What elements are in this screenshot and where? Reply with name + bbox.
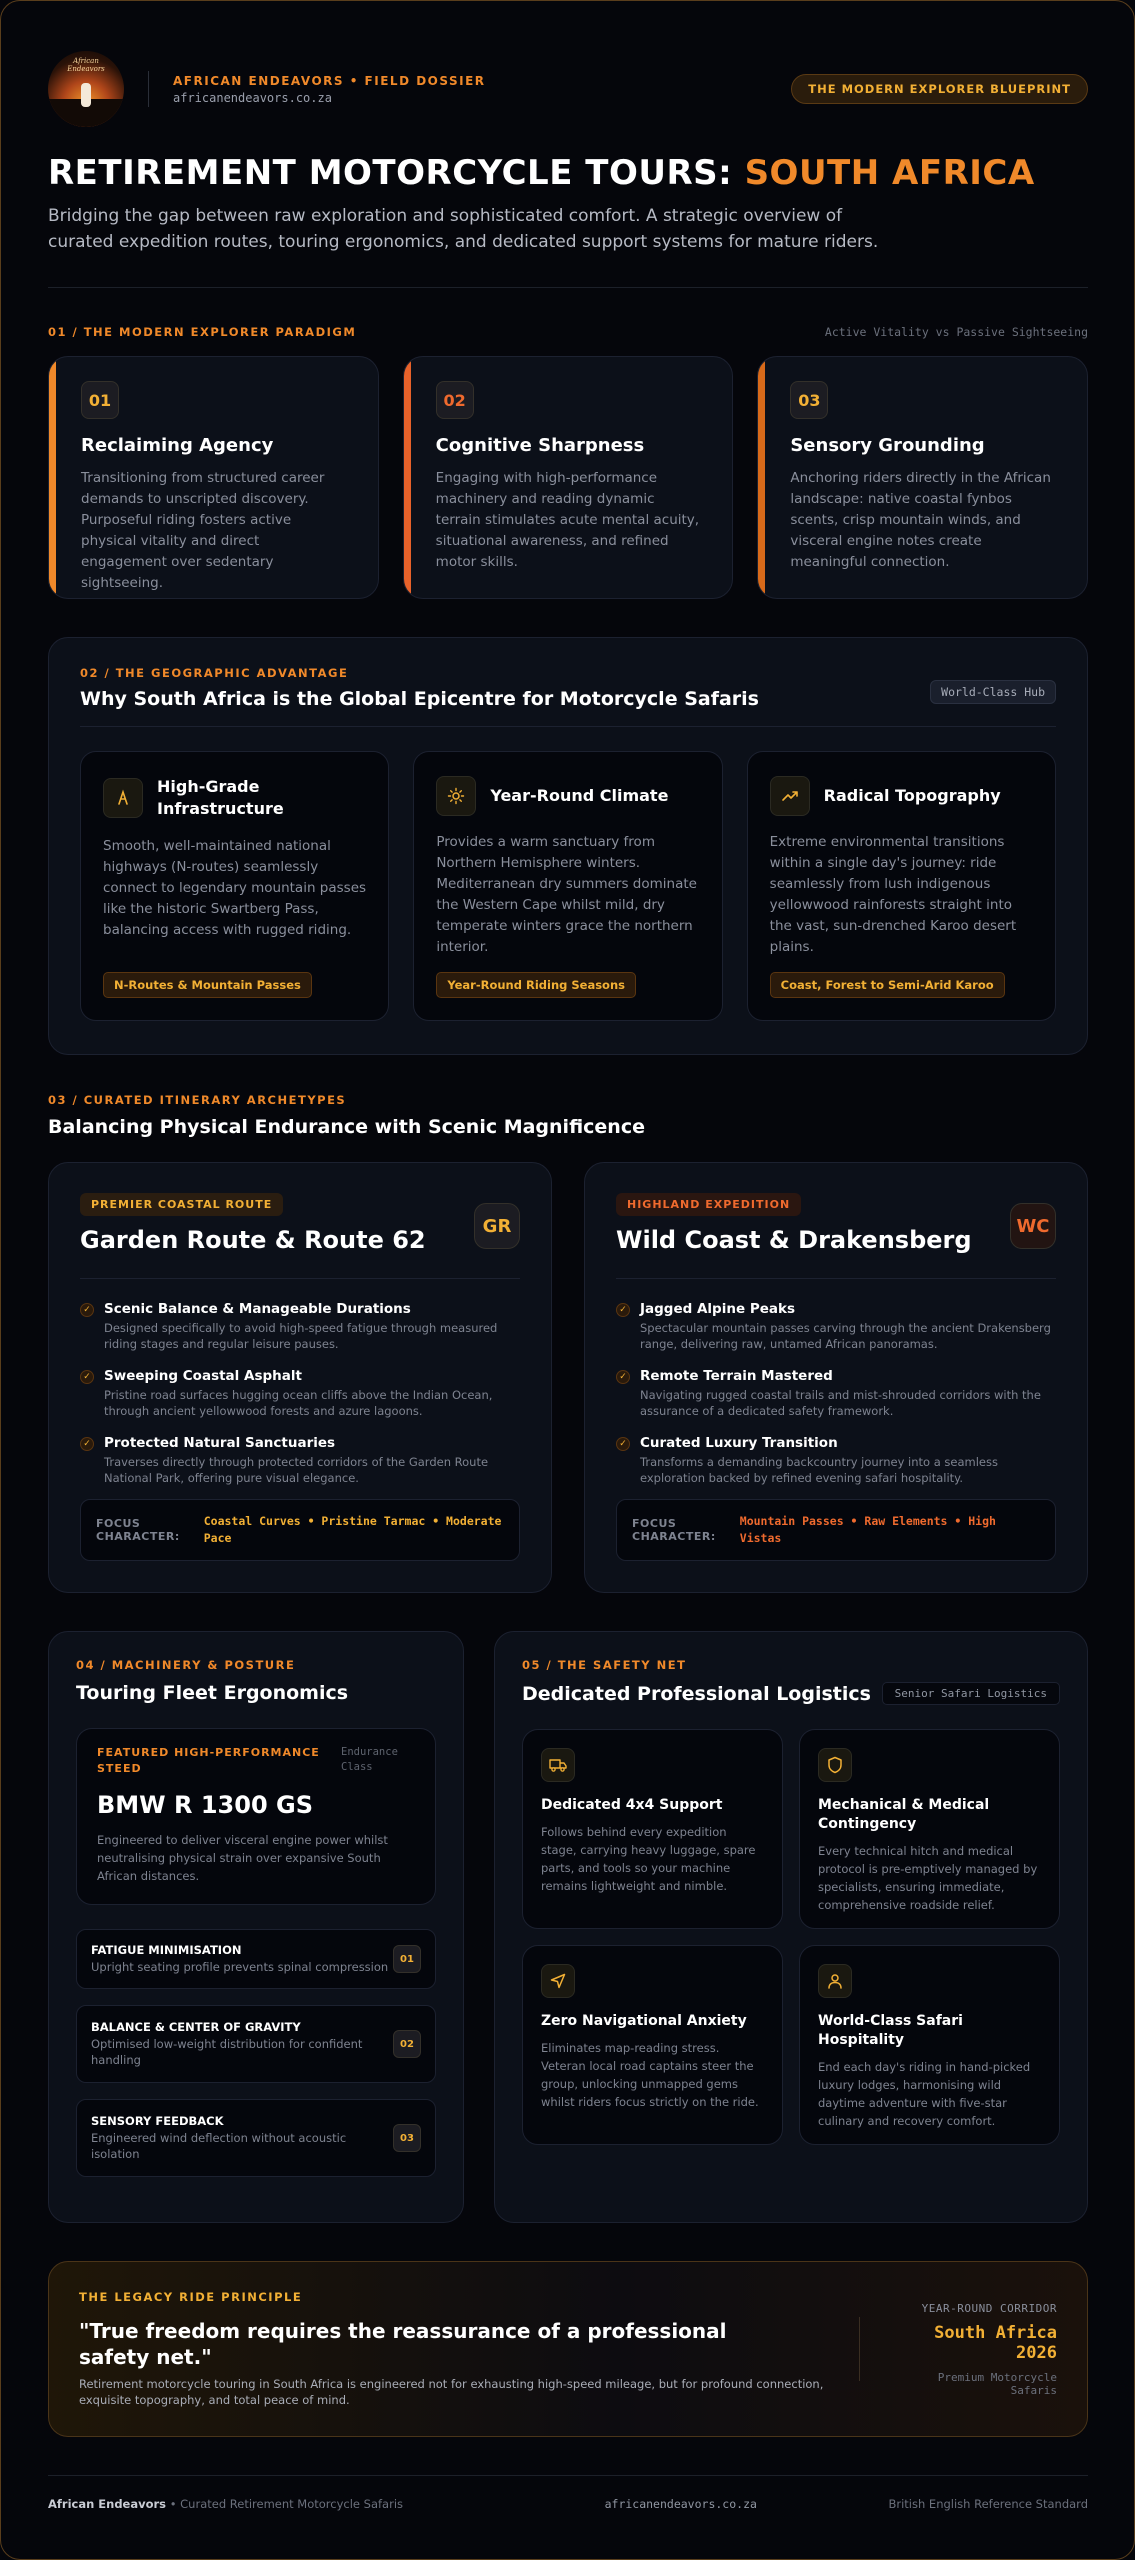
route-item [80,1301,520,1352]
section-title: Touring Fleet Ergonomics [76,1682,349,1704]
legacy-banner [48,2261,1088,2437]
paradigm-header [48,325,1088,339]
navigation-icon [541,1964,575,1998]
page-title: RETIREMENT MOTORCYCLE TOURS: SOUTH AFRICA [48,153,1035,193]
ergonomics-body: Upright seating profile prevents spinal compression [91,1960,389,1974]
paradigm-card [403,356,734,599]
featured-class: Endurance Class [341,1746,398,1773]
route-card [48,1162,552,1593]
check-icon: ✓ [80,1370,94,1384]
logistics-card [522,1729,783,1929]
section-label: 04 / MACHINERY & POSTURE [76,1658,296,1672]
route-item-title: Remote Terrain Mastered [640,1368,833,1384]
brand-label: AFRICAN ENDEAVORS • FIELD DOSSIER [173,73,486,88]
geo-card [413,751,722,1021]
header [48,49,1088,129]
section-side-note: Active Vitality vs Passive Sightseeing [824,325,1088,339]
sun-icon [436,776,476,816]
section-label: 01 / THE MODERN EXPLORER PARADIGM [48,325,357,339]
logistics-panel [494,1631,1088,2223]
check-icon: ✓ [616,1370,630,1384]
card-title: Reclaiming Agency [81,435,274,456]
card-number: 03 [790,381,828,419]
logistics-card-title: Dedicated 4x4 Support [541,1797,723,1813]
route-title: Garden Route & Route 62 [80,1226,426,1254]
logistics-card [799,1945,1060,2145]
ergonomics-row [76,2005,436,2083]
paradigm-cards [48,356,1088,599]
title-accent: SOUTH AFRICA [744,153,1035,193]
hero-subtitle: Bridging the gap between raw exploration and sophisticated comfort. A strategic overview of curated expedition routes, touring ergonomics, and dedicated support systems for mature riders. [48,206,879,252]
route-code: WC [1010,1203,1056,1249]
card-number: 01 [81,381,119,419]
logistics-card-body: Eliminates map-reading stress. Veteran local road captains steer the group, unlocking unmapped gems whilst riders focus strictly on the ride. [541,2041,759,2109]
section-title: Dedicated Professional Logistics [522,1682,871,1705]
blueprint-badge: THE MODERN EXPLORER BLUEPRINT [791,74,1088,104]
focus-value: Mountain Passes • Raw Elements • High Vistas [739,1514,996,1545]
geo-card-body: Smooth, well-maintained national highways (N-routes) seamlessly connect to legendary mountain passes like the historic Swartberg Pass, balancing access with rugged riding. [103,838,367,938]
route-item-body: Pristine road surfaces hugging ocean cliffs above the Indian Ocean, through ancient yellowwood forests and azure lagoons. [104,1388,493,1418]
paradigm-card [48,356,379,599]
itinerary-header [48,1093,1088,1138]
geo-card-tag: Coast, Forest to Semi-Arid Karoo [770,972,1005,998]
route-item [616,1435,1056,1486]
hero-divider [48,287,1088,288]
card-number: 02 [436,381,474,419]
route-item-body: Navigating rugged coastal trails and mist-shrouded corridors with the assurance of a dedicated safety framework. [640,1388,1041,1418]
route-item [616,1301,1056,1352]
logo: African Endeavors [48,51,124,127]
ergonomics-row [76,1929,436,1989]
section-title: Why South Africa is the Global Epicentre for Motorcycle Safaris [80,688,759,710]
world-class-badge: World-Class Hub [930,680,1056,704]
ergonomics-body: Optimised low-weight distribution for confident handling [91,2037,363,2067]
logistics-badge: Senior Safari Logistics [882,1682,1060,1705]
brand-url[interactable]: africanendeavors.co.za [173,90,332,105]
check-icon: ✓ [80,1303,94,1317]
focus-value: Coastal Curves • Pristine Tarmac • Moderate Pace [203,1514,502,1545]
route-code: GR [474,1203,520,1249]
fleet-panel [48,1631,464,2223]
road-icon [103,778,143,818]
geo-panel [48,637,1088,1055]
section-title: Balancing Physical Endurance with Scenic Magnificence [48,1116,645,1138]
route-item [80,1435,520,1486]
route-item-body: Spectacular mountain passes carving through the ancient Drakensberg range, delivering raw, untamed African panoramas. [640,1321,1051,1351]
ergonomics-number: 01 [393,1945,421,1973]
trend-up-icon [770,776,810,816]
footer-standard: British English Reference Standard [888,2497,1088,2511]
header-divider [148,71,149,107]
geo-card-title: High-Grade Infrastructure [157,777,284,818]
focus-box [616,1499,1056,1561]
geo-card-body: Extreme environmental transitions within a single day's journey: ride seamlessly from lush indigenous yellowwood rainforests straight into the vast, sun-drenched Karoo desert plains. [769,834,1017,955]
footer-brand: African Endeavors [48,2497,167,2511]
logistics-card-body: End each day's riding in hand-picked luxury lodges, harmonising wild daytime adventure with five-star culinary and recovery comfort. [818,2060,1031,2128]
corridor-sub: Premium Motorcycle Safaris [937,2370,1057,2397]
logistics-card-body: Every technical hitch and medical protocol is pre-emptively managed by specialists, ensuring immediate, comprehensive roadside relief. [818,1844,1038,1912]
card-body: Transitioning from structured career demands to unscripted discovery. Purposeful riding fosters active physical vitality and direct engagement over sedentary sightseeing. [81,470,325,591]
geo-card-title: Radical Topography [823,786,1001,805]
legacy-body: Retirement motorcycle touring in South Africa is engineered not for exhausting high-speed mileage, but for profound connection, exquisite topography, and total peace of mind. [79,2377,824,2407]
route-pill: HIGHLAND EXPEDITION [616,1193,801,1216]
focus-label: FOCUS CHARACTER: [96,1517,180,1543]
footer [48,2497,1088,2511]
section-label: 03 / CURATED ITINERARY ARCHETYPES [48,1093,347,1107]
card-title: Cognitive Sharpness [435,435,645,456]
itinerary-routes [48,1162,1088,1593]
truck-icon [541,1748,575,1782]
route-item-body: Traverses directly through protected corridors of the Garden Route National Park, offering pure visual elegance. [104,1455,489,1485]
footer-divider [48,2475,1088,2476]
card-body: Anchoring riders directly in the African landscape: native coastal fynbos scents, crisp mountain winds, and visceral engine notes create meaningful connection. [790,470,1051,570]
legacy-label: THE LEGACY RIDE PRINCIPLE [79,2290,303,2304]
ergonomics-row [76,2099,436,2177]
check-icon: ✓ [80,1437,94,1451]
geo-card-body: Provides a warm sanctuary from Northern Hemisphere winters. Mediterranean dry summers dominate the Western Cape whilst mild, dry temperate winters grace the northern interior. [436,834,697,955]
ergonomics-body: Engineered wind deflection without acoustic isolation [91,2131,347,2161]
section-label: 05 / THE SAFETY NET [522,1658,687,1672]
geo-card-title: Year-Round Climate [490,786,669,805]
featured-bike-card [76,1728,436,1905]
logistics-card-body: Follows behind every expedition stage, carrying heavy luggage, spare parts, and tools so your machine remains lightweight and nimble. [541,1825,756,1893]
ergonomics-title: FATIGUE MINIMISATION [91,1943,242,1957]
ergonomics-title: BALANCE & CENTER OF GRAVITY [91,2020,301,2034]
check-icon: ✓ [616,1303,630,1317]
logistics-card [522,1945,783,2145]
logistics-card-title: World-Class Safari Hospitality [818,2013,963,2048]
route-title: Wild Coast & Drakensberg [616,1226,972,1254]
route-card [584,1162,1088,1593]
route-pill: PREMIER COASTAL ROUTE [80,1193,283,1216]
card-title: Sensory Grounding [790,435,985,456]
route-item-title: Sweeping Coastal Asphalt [104,1368,302,1384]
paradigm-card [757,356,1088,599]
ergonomics-number: 02 [393,2030,421,2058]
bike-description: Engineered to deliver visceral engine power whilst neutralising physical strain over expansive South African distances. [97,1833,388,1883]
corridor-label: YEAR-ROUND CORRIDOR [921,2301,1057,2315]
card-body: Engaging with high-performance machinery and reading dynamic terrain stimulates acute mental acuity, situational awareness, and refined motor skills. [435,470,700,570]
geo-card [80,751,389,1021]
featured-label: FEATURED HIGH-PERFORMANCE STEED [97,1746,320,1775]
check-icon: ✓ [616,1437,630,1451]
logistics-card-title: Mechanical & Medical Contingency [818,1797,990,1832]
route-item-title: Jagged Alpine Peaks [640,1301,795,1317]
route-item-title: Curated Luxury Transition [640,1435,838,1451]
corridor-value: South Africa 2026 [934,2322,1057,2363]
logistics-card-title: Zero Navigational Anxiety [541,2013,747,2029]
card-accent-bar [404,357,411,598]
geo-card [747,751,1056,1021]
card-accent-bar [758,357,765,598]
route-item-title: Scenic Balance & Manageable Durations [104,1301,411,1317]
focus-box [80,1499,520,1561]
user-icon [818,1964,852,1998]
bike-name: BMW R 1300 GS [97,1791,313,1819]
footer-url[interactable]: africanendeavors.co.za [604,2497,757,2511]
legacy-quote: "True freedom requires the reassurance of a professional safety net." [79,2319,727,2369]
focus-label: FOCUS CHARACTER: [632,1517,716,1543]
section-label: 02 / THE GEOGRAPHIC ADVANTAGE [80,666,349,680]
geo-card-tag: N-Routes & Mountain Passes [103,972,312,998]
logistics-card [799,1729,1060,1929]
hero [48,153,1088,255]
route-item-body: Designed specifically to avoid high-speed fatigue through measured riding stages and regular leisure pauses. [104,1321,498,1351]
ergonomics-number: 03 [393,2124,421,2152]
geo-card-tag: Year-Round Riding Seasons [436,972,636,998]
ergonomics-title: SENSORY FEEDBACK [91,2114,224,2128]
corridor-block [890,2302,1057,2397]
footer-tagline: • Curated Retirement Motorcycle Safaris [169,2497,404,2511]
route-item-body: Transforms a demanding backcountry journey into a seamless exploration backed by refined evening safari hospitality. [640,1455,998,1485]
card-accent-bar [49,357,56,598]
route-item-title: Protected Natural Sanctuaries [104,1435,336,1451]
route-item [80,1368,520,1419]
route-item [616,1368,1056,1419]
shield-icon [818,1748,852,1782]
